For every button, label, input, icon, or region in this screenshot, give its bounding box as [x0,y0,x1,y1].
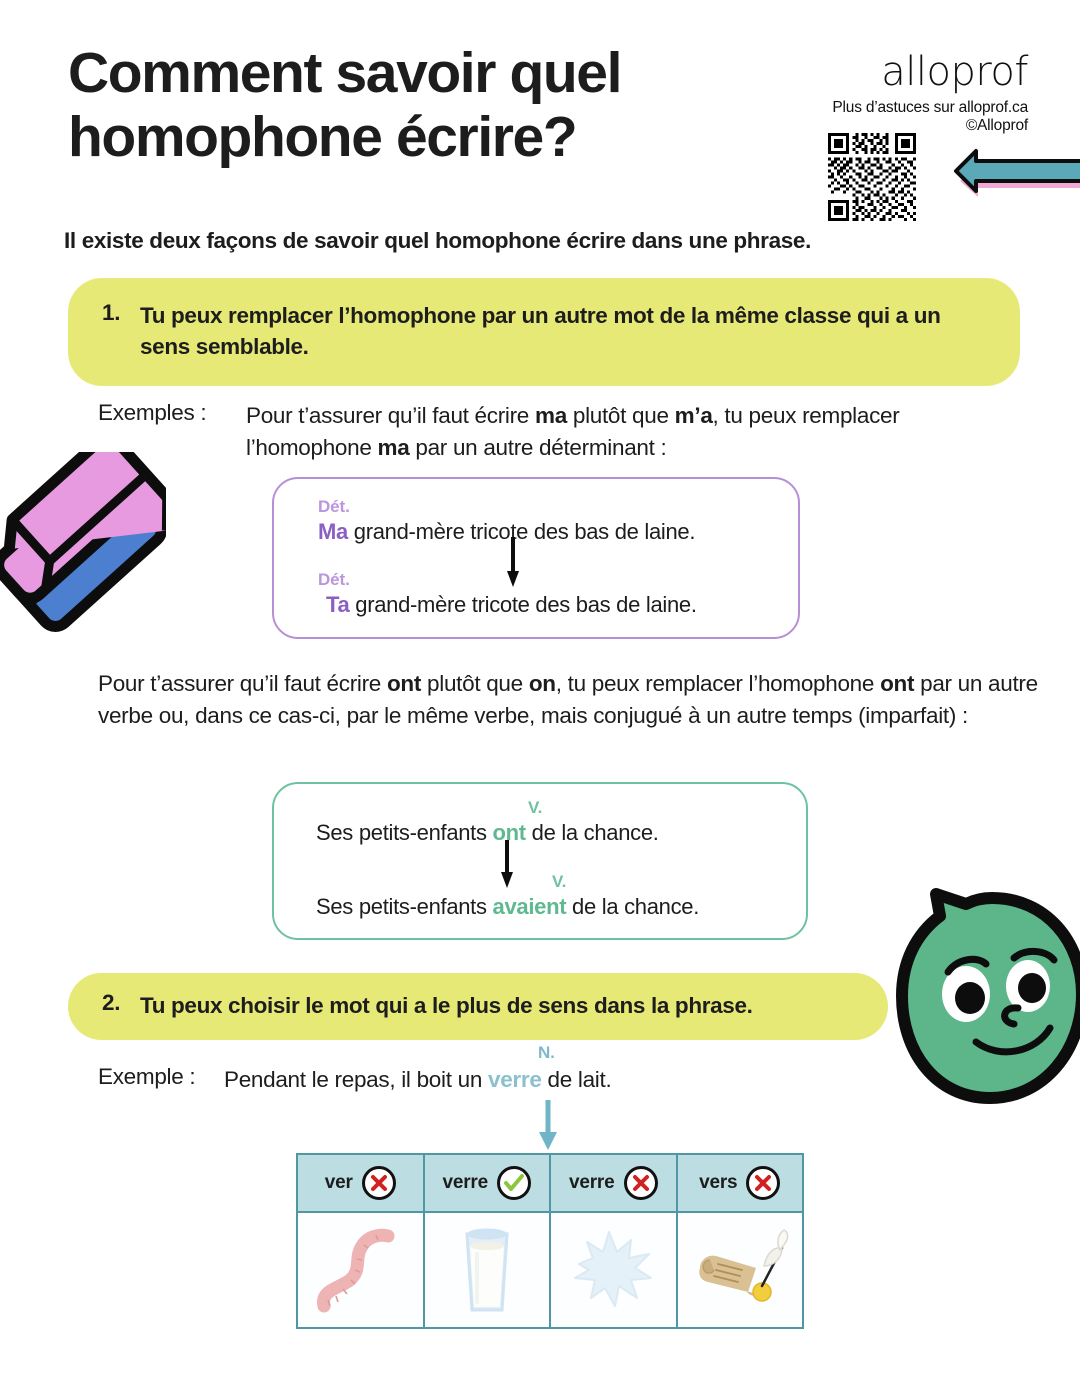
purple-word-2: Ta [326,592,350,617]
green-before-2: Ses petits-enfants [316,894,493,919]
green-sentence-2 [316,894,699,920]
down-arrow-icon [506,537,520,589]
milk-glass-illustration [437,1220,537,1320]
p2-part4: par un autre verbe ou, dans ce cas-ci, par le même verbe, mais conjugué à un autre temps (imparfait) : [98,671,1038,728]
step-box-2 [68,973,888,1040]
word-label-1: verre [442,1172,488,1193]
step-1-number: 1. [102,300,121,325]
worm-illustration [310,1220,410,1320]
green-after-2: de la chance. [566,894,700,919]
example-1-text [246,400,966,464]
down-arrow-teal-icon [536,1100,560,1152]
ex1-bold2: m’a [674,403,713,428]
step-box-1 [68,278,1020,386]
ex1-part1: Pour t’assurer qu’il faut écrire [246,403,535,428]
green-word-1: ont [492,820,526,845]
brand-block [778,49,1028,135]
green-word-2: avaient [492,894,567,919]
table-cell-word-2[interactable] [550,1154,677,1212]
example-2-text [224,1064,611,1096]
brand-tagline: Plus d’astuces sur alloprof.ca [832,99,1028,116]
cross-icon [362,1166,396,1200]
ex1-part3: , tu peux remplacer l’homophone [246,403,900,460]
green-before-1: Ses petits-enfants [316,820,493,845]
down-arrow-icon [500,840,514,890]
alloprof-logo: alloprof [881,49,1028,95]
cross-icon [746,1166,780,1200]
example-1-block [98,400,998,464]
table-cell-word-0[interactable] [297,1154,424,1212]
purple-word-1: Ma [318,519,348,544]
table-cell-picture-2 [550,1212,677,1328]
word-label-2: verre [569,1172,615,1193]
green-tag-1: V. [528,798,543,817]
left-arrow-banner-icon [930,143,1080,199]
cross-icon [624,1166,658,1200]
table-cell-word-1[interactable] [424,1154,551,1212]
table-cell-picture-1 [424,1212,551,1328]
green-tag-2: V. [552,872,567,891]
ex1-part4: par un autre déterminant : [409,434,667,460]
example-card-green [272,782,808,940]
example-2-label: Exemple : [98,1064,196,1089]
purple-tag-2: Dét. [318,570,350,589]
table-cell-picture-3 [677,1212,804,1328]
example-1-label: Exemples : [98,400,207,425]
p2-part1: Pour t’assurer qu’il faut écrire [98,671,387,696]
ex2-after: de lait. [541,1067,612,1092]
ex2-before: Pendant le repas, il boit un [224,1067,488,1092]
purple-rest-1: grand-mère tricote des bas de laine. [347,519,696,544]
p2-part2: plutôt que [421,671,529,696]
ex2-highlight-word: verre [487,1067,542,1092]
word-label-0: ver [324,1172,353,1193]
word-label-3: vers [699,1172,738,1193]
purple-tag-1: Dét. [318,497,350,516]
homophone-options-table [296,1153,804,1329]
p2-bold2: on [528,671,556,696]
broken-glass-illustration [563,1220,663,1320]
example-2-block [98,1064,798,1096]
eraser-illustration [0,452,166,648]
table-cell-picture-0 [297,1212,424,1328]
scroll-quill-illustration [690,1220,790,1320]
table-picture-row [297,1212,803,1328]
page-title-line-1: Comment savoir quel [68,41,622,105]
ex1-bold1: ma [534,403,567,428]
green-sentence-1 [316,820,659,846]
purple-sentence-2 [326,592,697,618]
step-2-number: 2. [102,990,121,1015]
paragraph-2 [98,668,1038,732]
table-header-row [297,1154,803,1212]
step-1-text: Tu peux remplacer l’homophone par un autre mot de la même classe qui a un sens semblable. [140,303,941,360]
green-mascot-illustration [896,886,1080,1112]
p2-bold3: ont [880,671,915,696]
table-cell-word-3[interactable] [677,1154,804,1212]
ex1-bold3: ma [377,434,410,460]
page-title-line-2: homophone écrire? [68,104,577,169]
p2-bold1: ont [386,671,422,696]
purple-rest-2: grand-mère tricote des bas de laine. [349,592,697,617]
intro-text: Il existe deux façons de savoir quel homophone écrire dans une phrase. [64,228,811,253]
green-after-1: de la chance. [525,820,659,845]
noun-tag: N. [538,1043,555,1062]
example-card-purple [272,477,800,639]
qr-code-icon[interactable] [824,133,920,221]
check-icon [497,1166,531,1200]
page-title [68,42,808,170]
p2-part3: , tu peux remplacer l’homophone [555,671,881,696]
ex1-part2: plutôt que [566,403,675,428]
step-2-text: Tu peux choisir le mot qui a le plus de sens dans la phrase. [140,993,753,1018]
brand-copyright: ©Alloprof [965,117,1028,134]
